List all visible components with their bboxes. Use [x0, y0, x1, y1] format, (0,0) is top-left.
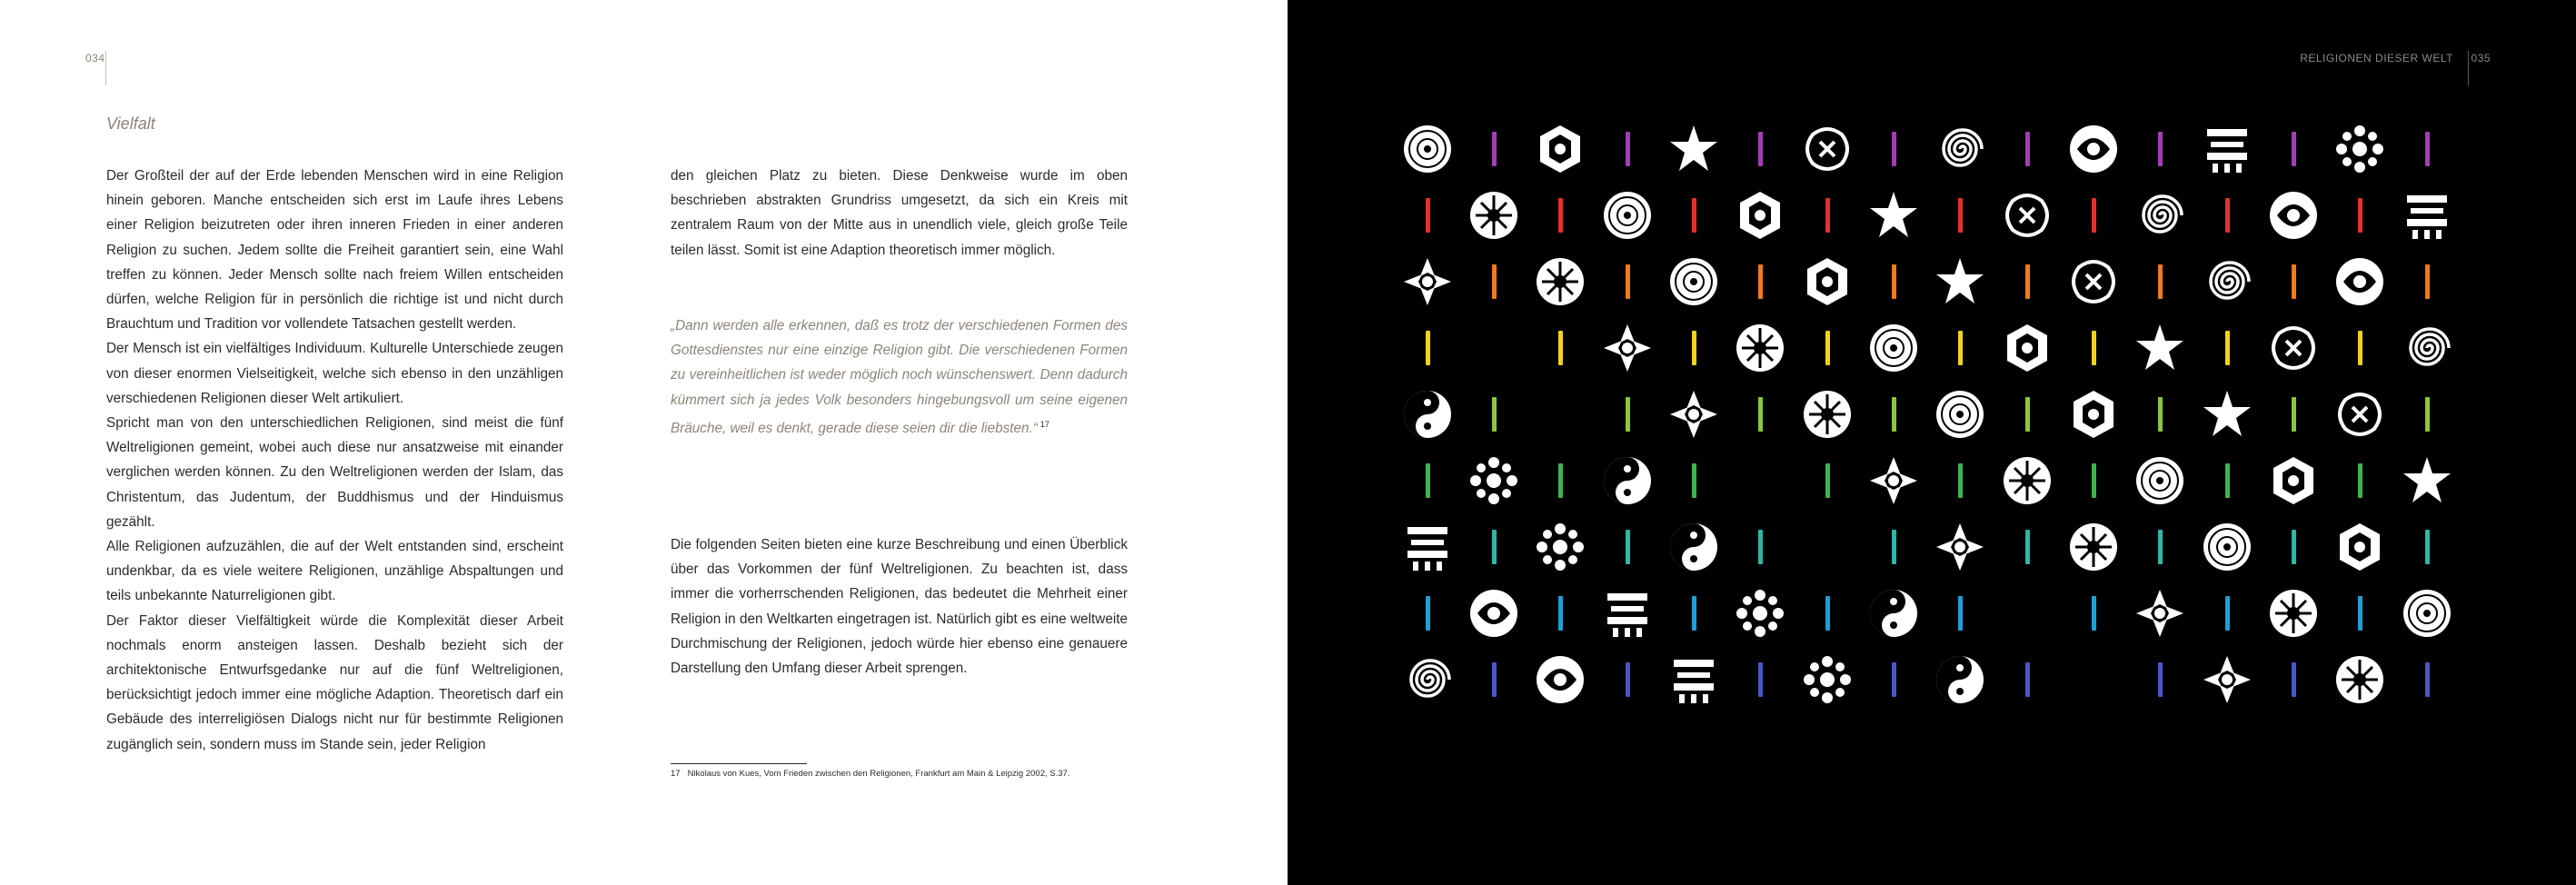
religious-symbol-icon: [1666, 652, 1721, 707]
color-divider-bar: [2158, 264, 2163, 299]
religious-symbol-icon: [2332, 122, 2387, 176]
religious-symbol-icon: [2066, 520, 2121, 574]
religious-symbol-icon: [1400, 122, 1455, 176]
color-divider-bar: [1626, 530, 1630, 564]
paragraph: Spricht man von den unterschiedlichen Religionen, sind meist die fünf Weltreligionen gemeint, wobei auch diese nur ansatzweise mit einander verglichen werden können. Zu den Weltreligionen werden der Islam, das Christentum, das Judentum, der Buddhismus und der Hinduismus gezählt.: [106, 415, 563, 530]
color-divider-bar: [2425, 264, 2430, 299]
color-divider-bar: [1492, 662, 1497, 697]
religious-symbol-icon: [1800, 652, 1855, 707]
paragraph: Die folgenden Seiten bieten eine kurze Beschreibung und einen Überblick über das Vorkommen der fünf Weltreligionen. Zu beachten ist, dass immer die vorherrschenden Religionen, das bedeutet die Mehrheit einer Religion in den Weltkarten eingetragen ist. Natürlich gibt es eine weltweite Durchmischung der Religionen, jedoch würde hier ebenso eine genauere Darstellung den Umfang dieser Arbeit sprengen.: [671, 537, 1128, 677]
color-divider-bar: [2158, 397, 2163, 432]
color-divider-bar: [1825, 198, 1830, 233]
color-divider-bar: [2025, 662, 2030, 697]
religious-symbol-icon: [1467, 453, 1521, 508]
color-divider-bar: [1558, 198, 1563, 233]
page-number-right: 035: [2471, 52, 2491, 65]
religious-symbol-icon: [1933, 652, 1987, 707]
religious-symbol-icon: [2200, 387, 2254, 442]
footnote-reference: 17: [1039, 419, 1049, 429]
color-divider-bar: [1958, 596, 1963, 631]
body-column-right-bottom: [671, 532, 1128, 681]
religious-symbol-icon: [2332, 520, 2387, 574]
religious-symbol-icon: [1666, 254, 1721, 309]
color-divider-bar: [1825, 463, 1830, 498]
color-divider-bar: [1426, 198, 1430, 233]
color-divider-bar: [1825, 596, 1830, 631]
religious-symbol-icon: [1933, 520, 1987, 574]
religious-symbol-icon: [1600, 586, 1655, 641]
religious-symbol-icon: [1533, 520, 1587, 574]
religious-symbol-icon: [1733, 586, 1787, 641]
religious-symbol-icon: [2000, 586, 2054, 641]
religious-symbol-icon: [2133, 321, 2187, 375]
religious-symbol-icon: [2332, 254, 2387, 309]
religious-symbol-icon: [1400, 254, 1455, 309]
religious-symbol-icon: [1800, 387, 1855, 442]
religious-symbol-icon: [1933, 387, 1987, 442]
religious-symbol-icon: [2332, 652, 2387, 707]
color-divider-bar: [1758, 132, 1763, 166]
color-divider-bar: [1558, 596, 1563, 631]
religious-symbol-icon: [2133, 586, 2187, 641]
right-page: [1288, 0, 2576, 885]
religious-symbol-icon: [1733, 453, 1787, 508]
religious-symbol-icon: [1866, 188, 1921, 243]
color-divider-bar: [2158, 662, 2163, 697]
religious-symbol-icon: [2400, 586, 2454, 641]
color-divider-bar: [1626, 264, 1630, 299]
color-divider-bar: [1692, 331, 1696, 365]
religious-symbol-icon: [2133, 453, 2187, 508]
color-divider-bar: [1492, 132, 1497, 166]
color-divider-bar: [1558, 331, 1563, 365]
religious-symbol-grid: [1288, 0, 2576, 885]
color-divider-bar: [1426, 463, 1430, 498]
color-divider-bar: [1692, 596, 1696, 631]
color-divider-bar: [1492, 264, 1497, 299]
religious-symbol-icon: [1933, 254, 1987, 309]
body-column-left: [106, 164, 563, 757]
religious-symbol-icon: [2000, 321, 2054, 375]
folio-rule-left: [105, 51, 106, 85]
color-divider-bar: [2158, 132, 2163, 166]
religious-symbol-icon: [1600, 321, 1655, 375]
religious-symbol-icon: [2266, 321, 2321, 375]
religious-symbol-icon: [1467, 188, 1521, 243]
color-divider-bar: [2025, 132, 2030, 166]
religious-symbol-icon: [1600, 453, 1655, 508]
religious-symbol-icon: [2200, 122, 2254, 176]
religious-symbol-icon: [1800, 520, 1855, 574]
color-divider-bar: [2358, 198, 2362, 233]
religious-symbol-icon: [1400, 520, 1455, 574]
color-divider-bar: [2025, 397, 2030, 432]
religious-symbol-icon: [2200, 254, 2254, 309]
color-divider-bar: [1825, 331, 1830, 365]
color-divider-bar: [2092, 463, 2096, 498]
color-divider-bar: [1426, 331, 1430, 365]
color-divider-bar: [1892, 397, 1896, 432]
footnote-rule: [671, 763, 807, 764]
color-divider-bar: [2225, 596, 2230, 631]
religious-symbol-icon: [2400, 453, 2454, 508]
religious-symbol-icon: [1733, 321, 1787, 375]
color-divider-bar: [2292, 397, 2296, 432]
color-divider-bar: [2092, 331, 2096, 365]
section-heading: Vielfalt: [106, 114, 155, 133]
religious-symbol-icon: [1600, 188, 1655, 243]
color-divider-bar: [1492, 397, 1497, 432]
color-divider-bar: [1626, 662, 1630, 697]
religious-symbol-icon: [1467, 586, 1521, 641]
color-divider-bar: [2092, 198, 2096, 233]
religious-symbol-icon: [2266, 188, 2321, 243]
paragraph: Der Mensch ist ein vielfältiges Individuum. Kulturelle Unterschiede zeugen von dieser enormen Vielseitigkeit, welche sich ebenso in den unzähligen verschiedenen Religionen dieser Welt artikuliert.: [106, 341, 563, 406]
religious-symbol-icon: [2066, 652, 2121, 707]
religious-symbol-icon: [1866, 321, 1921, 375]
quote-text: „Dann werden alle erkennen, daß es trotz der verschiedenen Formen des Gottesdienstes nur eine einzige Religion gibt. Die verschiedenen Formen zu vereinheitlichen ist weder möglich noch wünschenswert. Denn dadurch kümmert sich ja jedes Volk besonders hingebungsvoll um seine eigenen Bräuche, weil es denkt, gerade diese seien dir die liebsten.“: [671, 318, 1128, 436]
color-divider-bar: [1492, 530, 1497, 564]
body-column-right-top: [671, 164, 1128, 263]
color-divider-bar: [1558, 463, 1563, 498]
color-divider-bar: [2225, 463, 2230, 498]
religious-symbol-icon: [2266, 586, 2321, 641]
color-divider-bar: [2292, 264, 2296, 299]
color-divider-bar: [1758, 662, 1763, 697]
block-quote: [671, 313, 1128, 441]
footnote-text: Nikolaus von Kues, Vom Frieden zwischen den Religionen, Frankfurt am Main & Leipzig 2002, S.37.: [687, 769, 1070, 779]
religious-symbol-icon: [1533, 652, 1587, 707]
religious-symbol-icon: [1866, 586, 1921, 641]
religious-symbol-icon: [1533, 387, 1587, 442]
color-divider-bar: [1692, 198, 1696, 233]
color-divider-bar: [1626, 132, 1630, 166]
religious-symbol-icon: [1666, 387, 1721, 442]
religious-symbol-icon: [2066, 387, 2121, 442]
color-divider-bar: [1958, 463, 1963, 498]
color-divider-bar: [2292, 662, 2296, 697]
paragraph: Alle Religionen aufzuzählen, die auf der Welt entstanden sind, erscheint undenkbar, da es viele weitere Religionen, unzählige Abspaltungen und teils unbekannte Naturreligionen gibt.: [106, 539, 563, 604]
religious-symbol-icon: [2200, 520, 2254, 574]
color-divider-bar: [1958, 331, 1963, 365]
color-divider-bar: [2225, 198, 2230, 233]
paragraph: Der Faktor dieser Vielfältigkeit würde die Komplexität dieser Arbeit nochmals enorm ansteigen lassen. Deshalb bezieht sich der architektonische Entwurfsgedanke nur auf die fünf Weltreligionen, berücksichtigt jedoch immer eine mögliche Adaption. Theoretisch darf ein Gebäude des interreligiösen Dialogs nicht nur für bestimmte Religionen zugänglich sein, sondern muss im Stande sein, jeder Religion: [106, 612, 563, 752]
religious-symbol-icon: [2133, 188, 2187, 243]
color-divider-bar: [1892, 662, 1896, 697]
paragraph: Der Großteil der auf der Erde lebenden Menschen wird in eine Religion hinein geboren. Manche entscheiden sich erst im Laufe ihres Lebens einer Religion beizutreten oder ihren inneren Frieden in einer anderen Religion zu suchen. Jedem sollte die Freiheit garantiert sein, eine Wahl treffen zu können. Jeder Mensch sollte nach freiem Willen entscheiden dürfen, welche Religion für in persönlich die richtige ist und nicht durch Brauchtum und Tradition vor vollendete Tatsachen gestellt werden.: [106, 168, 563, 333]
color-divider-bar: [2225, 331, 2230, 365]
color-divider-bar: [2025, 530, 2030, 564]
religious-symbol-icon: [1666, 122, 1721, 176]
religious-symbol-icon: [2000, 453, 2054, 508]
color-divider-bar: [2358, 331, 2362, 365]
color-divider-bar: [1758, 264, 1763, 299]
color-divider-bar: [2358, 463, 2362, 498]
color-divider-bar: [1758, 397, 1763, 432]
color-divider-bar: [2025, 264, 2030, 299]
color-divider-bar: [1758, 530, 1763, 564]
paragraph: den gleichen Platz zu bieten. Diese Denkweise wurde im oben beschrieben abstrakten Grundriss umgesetzt, da sich ein Kreis mit zentralem Raum von der Mitte aus in unendlich viele, gleich große Teile teilen lässt. Somit ist eine Adaption theoretisch immer möglich.: [671, 168, 1128, 258]
religious-symbol-icon: [2400, 188, 2454, 243]
religious-symbol-icon: [1533, 254, 1587, 309]
color-divider-bar: [2425, 530, 2430, 564]
religious-symbol-icon: [1800, 254, 1855, 309]
religious-symbol-icon: [1933, 122, 1987, 176]
color-divider-bar: [2358, 596, 2362, 631]
religious-symbol-icon: [2400, 321, 2454, 375]
color-divider-bar: [2425, 397, 2430, 432]
religious-symbol-icon: [2000, 188, 2054, 243]
color-divider-bar: [2292, 530, 2296, 564]
religious-symbol-icon: [1866, 453, 1921, 508]
color-divider-bar: [1426, 596, 1430, 631]
color-divider-bar: [2425, 132, 2430, 166]
religious-symbol-icon: [1733, 188, 1787, 243]
religious-symbol-icon: [2332, 387, 2387, 442]
page-number-left: 034: [85, 52, 105, 65]
color-divider-bar: [1892, 132, 1896, 166]
color-divider-bar: [2092, 596, 2096, 631]
color-divider-bar: [1892, 530, 1896, 564]
religious-symbol-icon: [1467, 321, 1521, 375]
color-divider-bar: [2158, 530, 2163, 564]
color-divider-bar: [2425, 662, 2430, 697]
religious-symbol-icon: [1400, 387, 1455, 442]
religious-symbol-icon: [2066, 254, 2121, 309]
running-head-title: RELIGIONEN DIESER WELT: [2300, 52, 2453, 65]
religious-symbol-icon: [1666, 520, 1721, 574]
color-divider-bar: [1626, 397, 1630, 432]
color-divider-bar: [1958, 198, 1963, 233]
religious-symbol-icon: [1533, 122, 1587, 176]
color-divider-bar: [1892, 264, 1896, 299]
color-divider-bar: [1692, 463, 1696, 498]
religious-symbol-icon: [1400, 652, 1455, 707]
religious-symbol-icon: [2200, 652, 2254, 707]
religious-symbol-icon: [1800, 122, 1855, 176]
religious-symbol-icon: [2066, 122, 2121, 176]
color-divider-bar: [2292, 132, 2296, 166]
footnote: [671, 769, 1069, 779]
religious-symbol-icon: [2266, 453, 2321, 508]
footnote-number: 17: [671, 769, 681, 779]
